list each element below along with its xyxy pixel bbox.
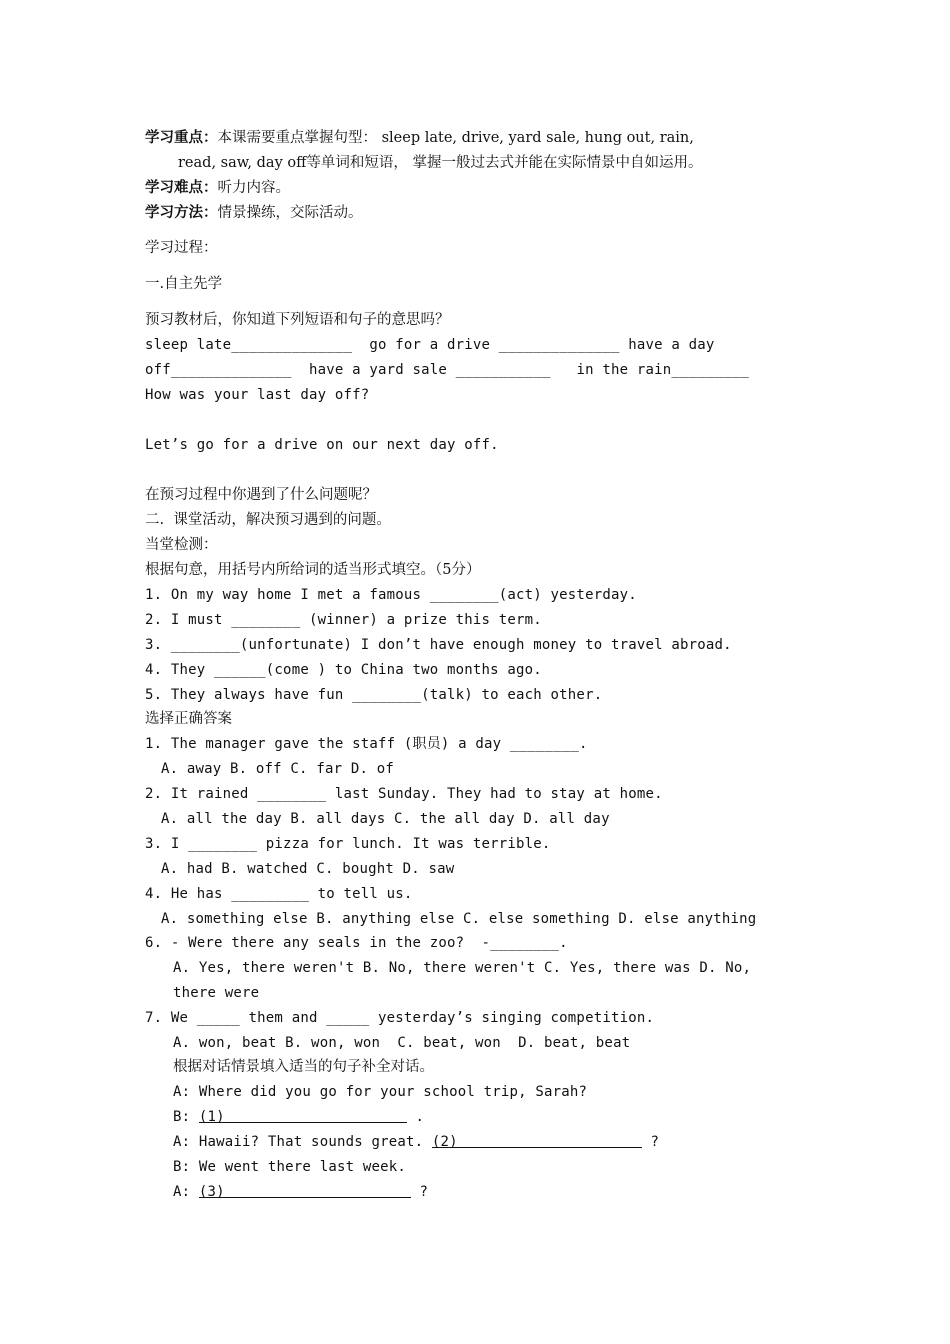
fill-item-3: 3. ________(unfortunate) I don’t have enough money to travel abroad. (145, 637, 732, 653)
phrase-row-1 (145, 335, 715, 355)
phrase-in-the-rain: in the rain_________ (576, 362, 750, 378)
dialog-suffix-2: ? (641, 1134, 660, 1150)
section1-prompt: 预习教材后，你知道下列短语和句子的意思吗？ (145, 312, 450, 328)
check-title: 当堂检测： (145, 537, 218, 553)
fill-item-2: 2. I must ________ (winner) a prize this term. (145, 612, 542, 628)
section2-title: 二. 课堂活动，解决预习遇到的问题。 (145, 512, 391, 528)
process-title: 学习过程： (145, 240, 218, 256)
dialog-suffix-3: ? (410, 1184, 429, 1200)
difficulty-text: 听力内容。 (217, 180, 290, 196)
phrase-sleep-late: sleep late______________ (145, 337, 353, 353)
difficulty-label: 学习难点： (145, 179, 218, 196)
focus-text: 本课需要重点掌握句型： sleep late, drive, yard sale, hung out, rain, (217, 130, 694, 146)
choice-q3: 3. I ________ pizza for lunch. It was terrible. (145, 836, 551, 852)
choice-q7: 7. We _____ them and _____ yesterday’s singing competition. (145, 1010, 655, 1026)
method-line (145, 203, 363, 223)
choice-q6-options: A. Yes, there weren't B. No, there weren't C. Yes, there was D. No, (173, 960, 752, 976)
fill-instruction: 根据句意，用括号内所给词的适当形式填空。（5分） (145, 562, 481, 578)
choice-q4: 4. He has _________ to tell us. (145, 886, 413, 902)
dialog-line-5 (173, 1182, 428, 1202)
dialog-title: 根据对话情景填入适当的句子补全对话。 (173, 1059, 434, 1075)
blank-number-3: (3) (198, 1184, 225, 1200)
phrase-have-a-day: have a day (628, 337, 715, 353)
phrase-off: off______________ (145, 362, 292, 378)
dialog-blank-1[interactable] (199, 1107, 407, 1123)
dialog-line-1: A: Where did you go for your school trip, Sarah? (173, 1084, 588, 1100)
blank-number-1: (1) (198, 1109, 225, 1125)
dialog-line-3 (173, 1132, 659, 1152)
focus-label: 学习重点： (145, 129, 218, 146)
fill-item-1: 1. On my way home I met a famous ________(act) yesterday. (145, 587, 637, 603)
choice-q6: 6. - Were there any seals in the zoo? -________. (145, 935, 568, 951)
method-label: 学习方法： (145, 204, 218, 221)
difficulty-line (145, 178, 290, 198)
fill-item-4: 4. They ______(come ) to China two months ago. (145, 662, 542, 678)
choice-q2: 2. It rained ________ last Sunday. They had to stay at home. (145, 786, 663, 802)
phrase-yard-sale: have a yard sale ___________ (308, 362, 551, 378)
focus-text-cont: read, saw, day off等单词和短语， 掌握一般过去式并能在实际情景中自如运用。 (178, 155, 703, 171)
choice-q2-options: A. all the day B. all days C. the all day D. all day (161, 811, 610, 827)
fill-item-5: 5. They always have fun ________(talk) to each other. (145, 687, 603, 703)
choice-q1: 1. The manager gave the staff (职员) a day ________. (145, 736, 588, 752)
dialog-suffix-1: . (406, 1109, 425, 1125)
blank-number-2: (2) (431, 1134, 458, 1150)
section1-question: 在预习过程中你遇到了什么问题呢？ (145, 487, 377, 503)
choice-q3-options: A. had B. watched C. bought D. saw (161, 861, 455, 877)
choice-q4-options: A. something else B. anything else C. else something D. else anything (161, 911, 757, 927)
sentence-last-day-off: How was your last day off? (145, 387, 370, 403)
dialog-line-4: B: We went there last week. (173, 1159, 406, 1175)
choice-q6-options-cont: there were (173, 985, 260, 1001)
dialog-blank-3[interactable] (199, 1182, 411, 1198)
section1-title: 一.自主先学 (145, 276, 223, 292)
dialog-prefix-2: A: Hawaii? That sounds great. (173, 1134, 432, 1150)
focus-line (145, 128, 694, 148)
sentence-go-for-drive: Let’s go for a drive on our next day off. (145, 437, 499, 453)
dialog-speaker-b: B: (173, 1109, 199, 1125)
phrase-go-for-drive: go for a drive ______________ (369, 337, 620, 353)
dialog-line-2 (173, 1107, 424, 1127)
choice-q1-options: A. away B. off C. far D. of (161, 761, 394, 777)
choice-title: 选择正确答案 (145, 711, 232, 727)
method-text: 情景操练，交际活动。 (217, 205, 363, 221)
dialog-speaker-a: A: (173, 1184, 199, 1200)
phrase-row-2 (145, 360, 749, 380)
dialog-blank-2[interactable] (432, 1132, 642, 1148)
choice-q7-options: A. won, beat B. won, won C. beat, won D. beat, beat (173, 1035, 631, 1051)
